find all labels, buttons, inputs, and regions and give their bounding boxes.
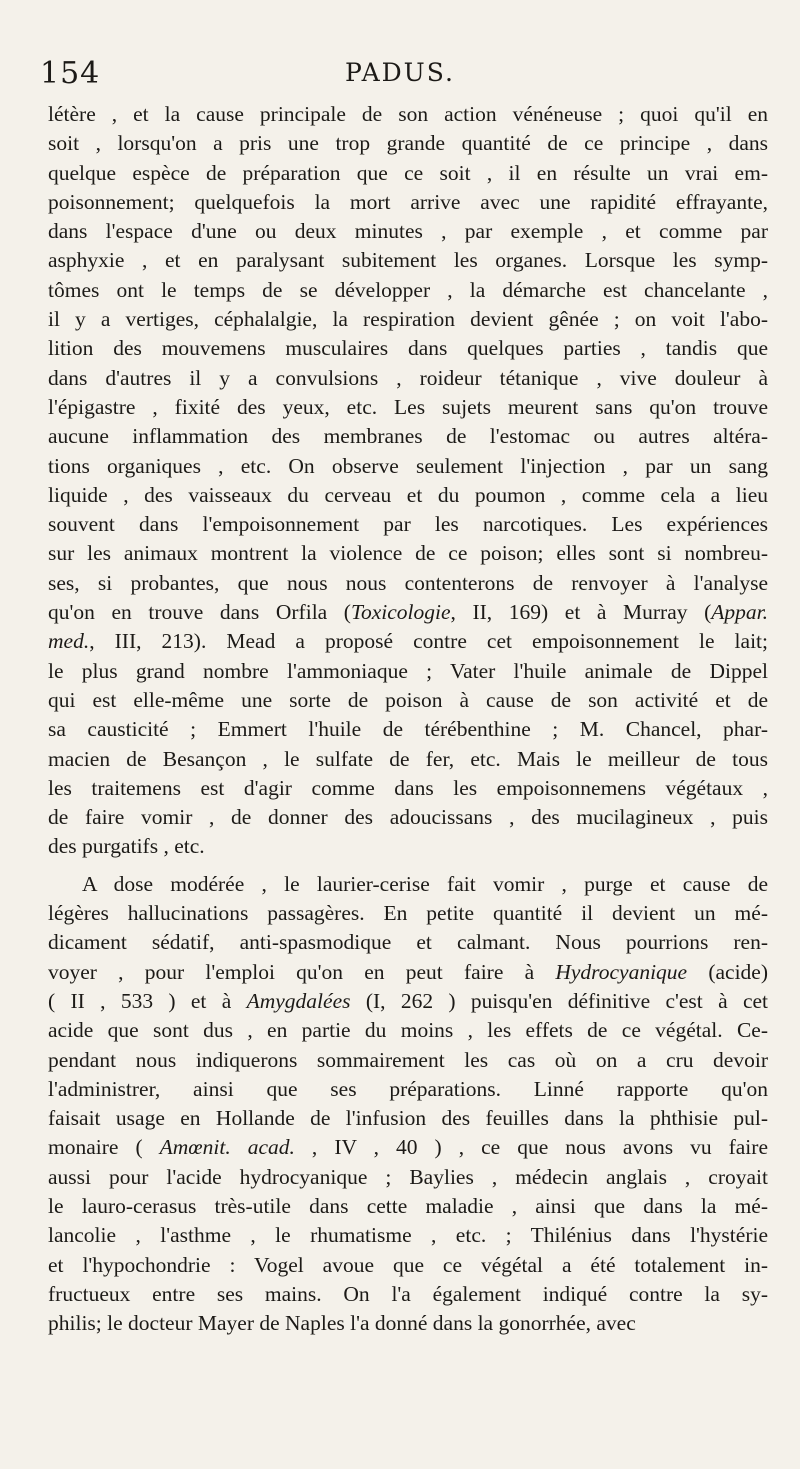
italic-citation: Toxicologie — [350, 600, 451, 625]
text-line — [48, 334, 768, 363]
text-run: tômes ont le temps de se développer , la démarche est chancelante , — [48, 277, 768, 302]
italic-citation: Appar. — [711, 600, 768, 625]
text-run: (acide) — [687, 959, 768, 984]
text-line — [48, 217, 768, 246]
text-line — [48, 422, 768, 451]
text-run: ( II , 533 ) et à — [48, 988, 247, 1013]
text-line — [48, 481, 768, 510]
text-line — [48, 569, 768, 598]
text-run: monaire ( — [48, 1135, 160, 1160]
text-run: A dose modérée , le laurier-cerise fait vomir , purge et cause de — [82, 871, 768, 896]
text-run: , IV , 40 ) , ce que nous avons vu faire — [294, 1135, 768, 1160]
text-line — [48, 1046, 768, 1075]
text-run: légères hallucinations passagères. En petite quantité il devient un mé- — [48, 901, 768, 926]
text-line — [48, 686, 768, 715]
italic-citation: Hydrocyanique — [555, 959, 688, 984]
text-run: , III, 213). Mead a proposé contre cet empoisonnement le lait; — [89, 629, 768, 654]
text-line — [48, 1221, 768, 1250]
text-line — [48, 987, 768, 1016]
text-line — [48, 129, 768, 158]
text-run: macien de Besançon , le sulfate de fer, etc. Mais le meilleur de tous — [48, 746, 768, 771]
text-line — [48, 958, 768, 987]
text-line — [48, 510, 768, 539]
text-run: l'épigastre , fixité des yeux, etc. Les sujets meurent sans qu'on trouve — [48, 394, 768, 419]
text-run: lition des mouvemens musculaires dans quelques parties , tandis que — [48, 336, 768, 361]
text-run: dans l'espace d'une ou deux minutes , par exemple , et comme par — [48, 219, 768, 244]
text-line — [48, 305, 768, 334]
text-line — [48, 870, 768, 899]
text-line — [48, 745, 768, 774]
text-line — [48, 803, 768, 832]
text-line — [48, 1133, 768, 1162]
text-line — [48, 452, 768, 481]
text-line — [48, 159, 768, 188]
text-line — [48, 188, 768, 217]
text-line — [48, 364, 768, 393]
text-run: l'administrer, ainsi que ses préparations. Linné rapporte qu'on — [48, 1076, 768, 1101]
text-run: fructueux entre ses mains. On l'a également indiqué contre la sy- — [48, 1281, 768, 1306]
text-line — [48, 393, 768, 422]
text-run: sa causticité ; Emmert l'huile de térébenthine ; M. Chancel, phar- — [48, 717, 768, 742]
text-run: lancolie , l'asthme , le rhumatisme , etc. ; Thilénius dans l'hystérie — [48, 1223, 768, 1248]
text-run: dicament sédatif, anti-spasmodique et calmant. Nous pourrions ren- — [48, 930, 768, 955]
text-run: le lauro-cerasus très-utile dans cette maladie , ainsi que dans la mé- — [48, 1193, 768, 1218]
running-header — [0, 56, 800, 96]
text-run: ses, si probantes, que nous nous contenterons de renvoyer à l'analyse — [48, 570, 768, 595]
text-run: sur les animaux montrent la violence de ce poison; elles sont si nombreu- — [48, 541, 768, 566]
text-line — [48, 1104, 768, 1133]
text-run: liquide , des vaisseaux du cerveau et du poumon , comme cela a lieu — [48, 482, 768, 507]
text-run: voyer , pour l'emploi qu'on en peut faire à — [48, 959, 556, 984]
text-line — [48, 1309, 768, 1338]
text-line — [48, 1192, 768, 1221]
text-line — [48, 1251, 768, 1280]
text-run: létère , et la cause principale de son action vénéneuse ; quoi qu'il en — [48, 102, 768, 126]
text-line — [48, 715, 768, 744]
text-line — [48, 100, 768, 129]
text-line — [48, 1075, 768, 1104]
text-run: aussi pour l'acide hydrocyanique ; Baylies , médecin anglais , croyait — [48, 1164, 768, 1189]
text-run: pendant nous indiquerons sommairement les cas où on a cru devoir — [48, 1047, 768, 1072]
text-line — [48, 832, 768, 861]
text-run: quelque espèce de préparation que ce soit , il en résulte un vrai em- — [48, 160, 768, 185]
text-run: des purgatifs , etc. — [48, 834, 205, 859]
text-line — [48, 1016, 768, 1045]
text-run: philis; le docteur Mayer de Naples l'a donné dans la gonorrhée, avec — [48, 1311, 636, 1336]
text-run: qu'on en trouve dans Orfila ( — [48, 600, 351, 625]
text-line — [48, 246, 768, 275]
text-line — [48, 598, 768, 627]
text-run: , II, 169) et à Murray ( — [450, 600, 712, 625]
text-line — [48, 1280, 768, 1309]
italic-citation: med. — [48, 629, 90, 654]
text-run: les traitemens est d'agir comme dans les empoisonnemens végétaux , — [48, 775, 768, 800]
text-line — [48, 774, 768, 803]
text-run: tions organiques , etc. On observe seulement l'injection , par un sang — [48, 453, 768, 478]
text-run: soit , lorsqu'on a pris une trop grande quantité de ce principe , dans — [48, 131, 768, 156]
text-line — [48, 1163, 768, 1192]
text-run: poisonnement; quelquefois la mort arrive avec une rapidité effrayante, — [48, 189, 768, 214]
text-line — [48, 276, 768, 305]
text-run: le plus grand nombre l'ammoniaque ; Vater l'huile animale de Dippel — [48, 658, 768, 683]
italic-citation: Amœnit. acad. — [159, 1135, 295, 1160]
text-run: acide que sont dus , en partie du moins , les effets de ce végétal. Ce- — [48, 1018, 768, 1043]
text-run: (I, 262 ) puisqu'en définitive c'est à cet — [350, 988, 769, 1013]
text-line — [48, 539, 768, 568]
text-run: dans d'autres il y a convulsions , roideur tétanique , vive douleur à — [48, 365, 768, 390]
text-run: asphyxie , et en paralysant subitement les organes. Lorsque les symp- — [48, 248, 768, 273]
page-number: 154 — [40, 56, 101, 91]
text-line — [48, 627, 768, 656]
running-title: PADUS. — [345, 58, 455, 87]
text-run: souvent dans l'empoisonnement par les narcotiques. Les expériences — [48, 512, 768, 537]
text-run: il y a vertiges, céphalalgie, la respiration devient gênée ; on voit l'abo- — [48, 307, 768, 332]
text-line — [48, 928, 768, 957]
text-run: aucune inflammation des membranes de l'estomac ou autres altéra- — [48, 424, 768, 449]
text-run: qui est elle-même une sorte de poison à cause de son activité et de — [48, 687, 768, 712]
italic-citation: Amygdalées — [246, 988, 351, 1013]
body-text — [48, 100, 768, 1338]
text-line — [48, 899, 768, 928]
text-run: faisait usage en Hollande de l'infusion des feuilles dans la phthisie pul- — [48, 1106, 768, 1131]
text-line — [48, 657, 768, 686]
text-run: et l'hypochondrie : Vogel avoue que ce végétal a été totalement in- — [48, 1252, 768, 1277]
text-run: de faire vomir , de donner des adoucissans , des mucilagineux , puis — [48, 805, 768, 830]
